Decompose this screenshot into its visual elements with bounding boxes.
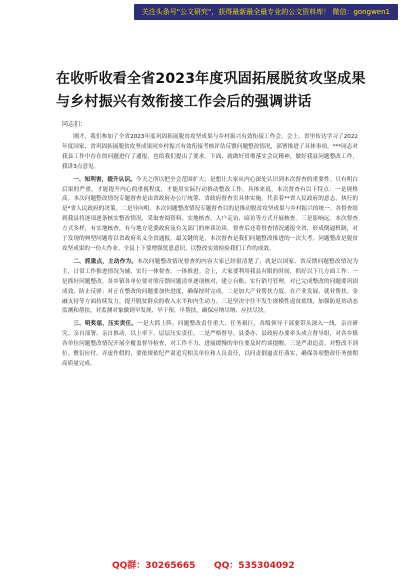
section-heading: 二、抓重点，主动作为。	[73, 258, 138, 265]
document-title: 在收听收看全省2023年度巩固拓展脱贫攻坚成果与乡村振兴有效衔接工作会后的强调讲话	[56, 71, 366, 110]
paragraph-section-2: 二、抓重点，主动作为。本次问题整改情况督查的内容大家已经很清楚了，就是以国家、省反馈问题整改情况为主，日常工作推进情况为辅，实行一体督查、一体推进。会上，大家要利用我县有限的时间，抓好以下几方面工作：一是抓好问题整改。各乡镇各单位要对照反馈问题清单逐项核对，建立台账，实行销号管理。对已完成整改的问题要巩固成效、防止反弹；对正在整改的问题要加快进度，确保按时完成。二是加大产业帮扶力度，在产业发展、就业帮扶、金融支持等方面持续发力，提升脱贫群众的收入水平和内生动力。三是坚决守住不发生规模性返贫底线，加强防返贫动态监测和帮扶，对监测对象做到早发现、早干预、早帮扶，确保应纳尽纳、应扶尽扶。	[62, 258, 358, 315]
document-body	[62, 133, 358, 373]
banner-text: 关注头条号"公文研究"，获得最新最全最专业的公文资料库！ 微信：gongwen1	[134, 4, 398, 20]
qq-group-number: QQ群：30265665	[112, 561, 196, 571]
section-heading: 一、知利害，提升认识。	[73, 176, 136, 183]
paragraph-intro: 刚才，我们参加了全省2023年度巩固拓展脱贫攻坚成果与乡村振兴有效衔接工作会。会上，省里传达学习了2022年度国家、省巩固拓展脱贫攻坚成果同乡村振兴有效衔接考核评估反馈问题整改情况，部署推进了具体事项。***同志对我县工作中存在的问题进行了通报，也给我们提出了要求。下面，就做好贯彻落实会议精神，做好我县问题整改工作，我讲3点意见。	[62, 134, 358, 170]
paragraph-section-1: 一、知利害，提升认识。今天之所以把全会范围扩大，是想让大家从内心深处认识到本次督查的重要性。只有明白后果的严重，才能提升内心的重视程度，才能用实际行动推动整改工作。具体来说，本次督查有以下特点：一是规格高。本次问题整改情况专题督查是由省政府办公厅统筹、省政府督查室具体实施，代表着**省人民政府的意志，执行的是*省人民政府的决策。二是导向明。本次问题整改情况专题督查目的是推动脱贫攻坚成果与乡村振兴的统一。各督查组到我县将逐项逐条核实整改情况，采取查阅资料、实地核查、入户走访、暗访等方式开展核查。三是影响远。本次督查方式多样，有实地核查，有与地方党委政府及有关部门的座谈访谈，督查后还将督查情况通报全省，形成倒逼机制，对于发现的典型问题将以省政府名义全省通报，最关键的是，本次督查是我们问题整改推进的一次大考，问题整改是脱贫攻坚成果的一份大作业。全县上下要增强忧患意识，以整改实效检验我们工作的成效。	[62, 176, 358, 252]
qq-number: QQ：535304092	[214, 561, 295, 571]
paragraph-section-3: 三、明奖惩，压实责任。一是大抓上阵。问题整改责任重大、任务艰巨，各级领导干部要带头深入一线，亲自研究、亲自部署、亲自推动，以上率下、层层压实责任。二是严格督导。县委办、县政府办要牵头成立督导组，对各乡镇各单位问题整改情况开展全覆盖督导检查，对工作不力、进展缓慢的单位要及时约谈提醒。三是严肃追责。对整改不到位、敷衍应付、弄虚作假的，要依规依纪严肃追究相关单位和人员责任，以问责倒逼责任落实，确保各项整改任务按期高质量完成。	[62, 321, 358, 367]
greeting: 同志们：	[62, 121, 87, 128]
section-heading: 三、明奖惩，压实责任。	[73, 321, 138, 328]
top-banner	[0, 0, 408, 24]
footer-contacts	[0, 556, 408, 576]
